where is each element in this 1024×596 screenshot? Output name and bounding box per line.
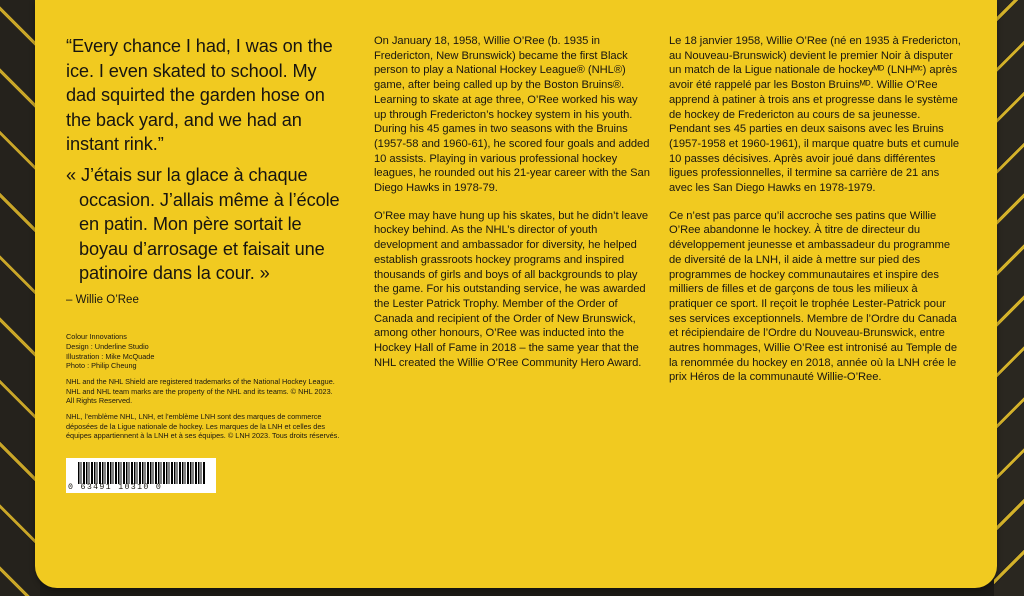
- background-illustration-left: [0, 0, 40, 596]
- english-paragraph-1: On January 18, 1958, Willie O’Ree (b. 1935 in Fredericton, New Brunswick) became the first Black person to play a National Hockey League® (NHL®) game, after being called up by the Boston Bruins®. Learning to skate at age three, O’Ree worked his way up through Fredericton’s hockey system in his youth. During his 45 games in two seasons with the Bruins (1957-58 and 1960-61), he scored four goals and added 10 assists. Playing in various professional hockey leagues, he rounded out his 21-year career with the San Diego Hawks in 1978-79.: [374, 35, 650, 195]
- quote-french: « J’étais sur la glace à chaque occasion. J’allais même à l’école en patin. Mon père sortait le boyau d’arrosage et faisait une patinoire dans la cour. »: [66, 164, 340, 284]
- english-paragraph-2: O’Ree may have hung up his skates, but he didn’t leave hockey behind. As the NHL’s director of youth development and ambassador for diversity, he helped establish grassroots hockey programs and inspired thousands of girls and boys of all backgrounds to play the game. For his outstanding service, he was awarded the Lester Patrick Trophy. Member of the Order of Canada and recipient of the Order of New Brunswick, among other honours, O’Ree was inducted into the Hockey Hall of Fame in 2018 – the same year that the NHL created the Willie O’Ree Community Hero Award.: [374, 209, 649, 369]
- booklet-back-panel: [35, 0, 997, 588]
- barcode-digits: 0 63491 10310 0: [68, 482, 163, 492]
- barcode: [66, 458, 216, 493]
- quote-attribution: – Willie O’Ree: [66, 293, 139, 306]
- french-column: [669, 34, 961, 398]
- credit-photo: Photo : Philip Cheung: [66, 361, 137, 371]
- background-illustration-right: [994, 0, 1024, 596]
- credit-design: Design : Underline Studio: [66, 341, 149, 351]
- credit-illustration: Illustration : Mike McQuade: [66, 351, 155, 361]
- french-paragraph-1: Le 18 janvier 1958, Willie O’Ree (né en 1935 à Fredericton, au Nouveau-Brunswick) devient le premier Noir à disputer un match de la Ligue nationale de hockeyᴹᴰ (LNHᴹᶜ) après avoir été rappelé par les Boston Bruinsᴹᴰ. Willie O’Ree apprend à patiner à trois ans et progresse dans le système de hockey de Fredericton au cours de sa jeunesse. Pendant ses 45 parties en deux saisons avec les Bruins (1957-1958 et 1960-1961), il marque quatre buts et cumule 10 passes décisives. Après avoir joué dans différentes ligues professionnelles, il termine sa carrière de 21 ans avec les San Diego Hawks en 1978-1979.: [669, 35, 961, 195]
- quote-column: [66, 34, 341, 493]
- quote-english: “Every chance I had, I was on the ice. I even skated to school. My dad squirted the garden hose on the back yard, and we had an instant rink.”: [66, 36, 333, 155]
- english-column: [374, 34, 652, 383]
- legal-notice-french: NHL, l’emblème NHL, LNH, et l’emblème LNH sont des marques de commerce déposées de la Ligue nationale de hockey. Les marques de la LNH et celles des équipes appartiennent à la LNH et à ses équipes. © LNH 2023. Tous droits réservés.: [66, 411, 340, 441]
- barcode-bars: [78, 462, 206, 484]
- french-paragraph-2: Ce n’est pas parce qu’il accroche ses patins que Willie O’Ree abandonne le hockey. À titre de directeur du développement jeunesse et ambassadeur du programme de diversité de la LNH, il aide à mettre sur pied des programmes de hockey communautaires et inspire des milliers de filles et de garçons de tous les milieux à pratiquer ce sport. Il reçoit le trophée Lester-Patrick pour ses services exceptionnels. Membre de l’Ordre du Canada et récipiendaire de l’Ordre du Nouveau-Brunswick, entre autres hommages, Willie O’Ree est intronisé au Temple de la renommée du hockey en 2018, année où la LNH crée le prix Héros de la communauté Willie-O’Ree.: [669, 209, 958, 384]
- credit-printer: Colour Innovations: [66, 331, 127, 341]
- legal-notice-english: NHL and the NHL Shield are registered trademarks of the National Hockey League. NHL and NHL team marks are the property of the NHL and its teams. © NHL 2023. All Rights Reserved.: [66, 377, 335, 406]
- credits: [66, 332, 341, 371]
